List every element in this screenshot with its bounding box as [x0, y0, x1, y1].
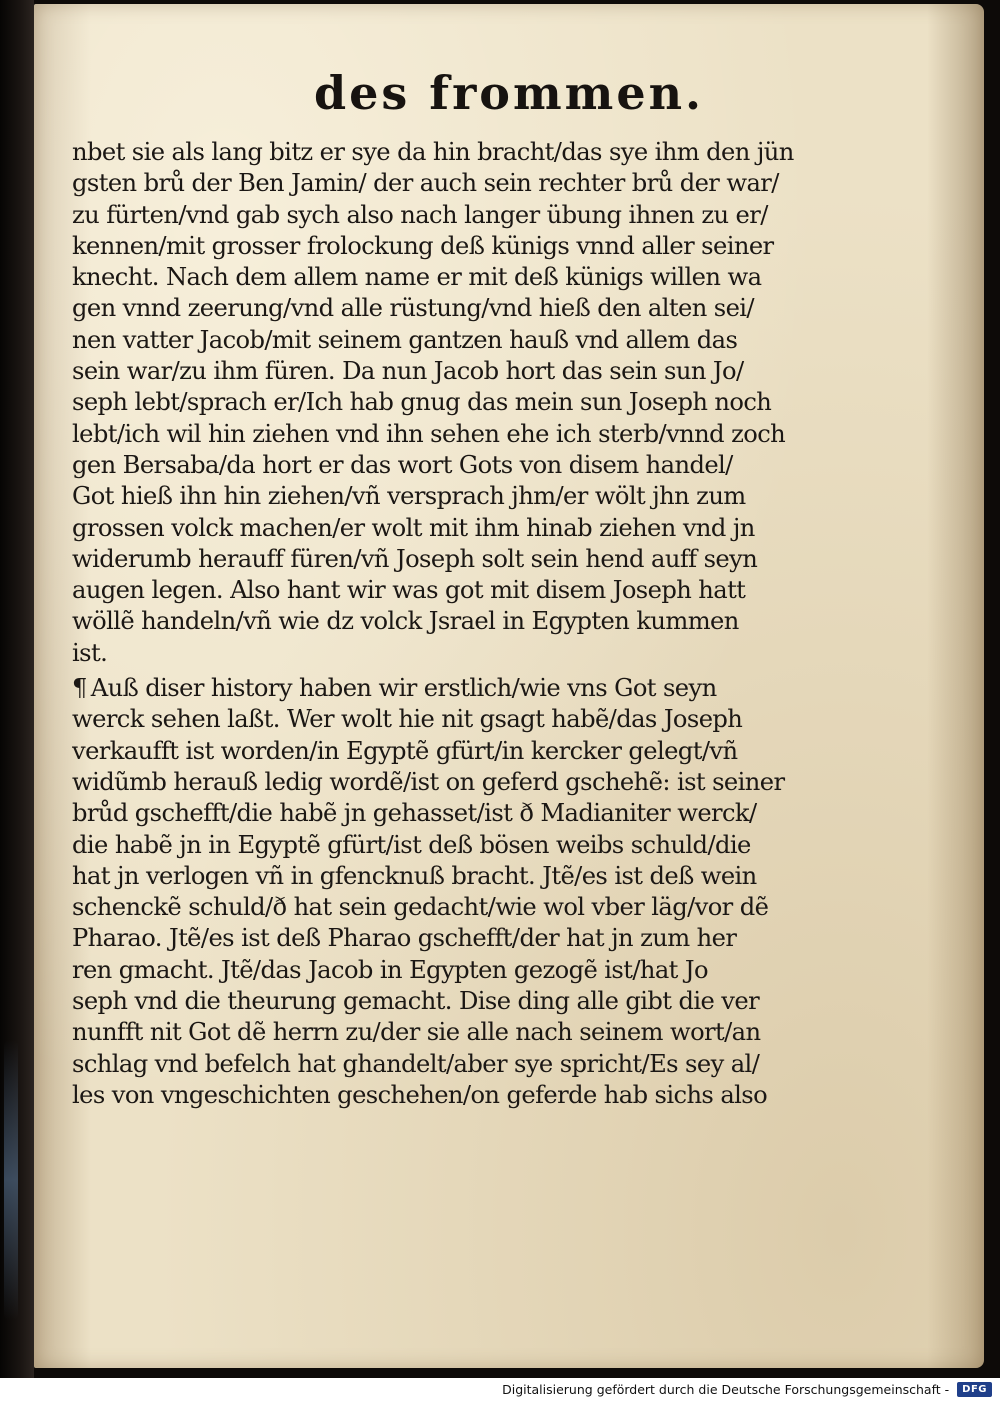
text-line: schlag vnd befelch hat ghandelt/aber sye spricht/Es sey al/	[72, 1049, 760, 1078]
paragraph-2	[72, 673, 862, 1111]
book-binding	[0, 0, 34, 1378]
text-line: werck sehen laßt. Wer wolt hie nit gsagt habẽ/das Joseph	[72, 705, 743, 734]
text-line: widerumb herauff füren/vñ Joseph solt sein hend auff seyn	[72, 544, 758, 573]
text-line: sein war/zu ihm füren. Da nun Jacob hort das sein sun Jo/	[72, 357, 744, 386]
dfg-logo: DFG	[957, 1382, 992, 1397]
text-line: grossen volck machen/er wolt mit ihm hinab ziehen vnd jn	[72, 513, 755, 542]
text-line	[72, 673, 862, 704]
text-line: nunfft nit Got dẽ herrn zu/der sie alle nach seinem wort/an	[72, 1018, 761, 1047]
funding-credit: Digitalisierung gefördert durch die Deutsche Forschungsgemeinschaft -	[502, 1382, 950, 1397]
text-line: Got hieß ihn hin ziehen/vñ versprach jhm/er wölt jhn zum	[72, 482, 746, 511]
text-line: brůd gschefft/die habẽ jn gehasset/ist ð Madianiter werck/	[72, 799, 757, 828]
text-line: ren gmacht. Jtẽ/das Jacob in Egypten gezogẽ ist/hat Jo	[72, 955, 708, 984]
text-line: gsten brů der Ben Jamin/ der auch sein rechter brů der war/	[72, 169, 779, 198]
text-line: nen vatter Jacob/mit seinem gantzen hauß vnd allem das	[72, 325, 738, 354]
text-line: augen legen. Also hant wir was got mit disem Joseph hatt	[72, 576, 746, 605]
running-head: des frommen.	[313, 66, 705, 120]
paragraph-mark: ¶	[72, 674, 87, 703]
text-line: widũmb herauß ledig wordẽ/ist on geferd gschehẽ: ist seiner	[72, 767, 785, 796]
text-line: Pharao. Jtẽ/es ist deß Pharao gschefft/der hat jn zum her	[72, 924, 737, 953]
paragraph-1	[72, 137, 862, 669]
text-line: seph lebt/sprach er/Ich hab gnug das mein sun Joseph noch	[72, 388, 772, 417]
book-page	[34, 4, 984, 1368]
text-line: ist.	[72, 638, 108, 667]
text-line: gen vnnd zeerung/vnd alle rüstung/vnd hieß den alten sei/	[72, 294, 754, 323]
text-line: knecht. Nach dem allem name er mit deß künigs willen wa	[72, 263, 762, 292]
text-line: seph vnd die theurung gemacht. Dise ding alle gibt die ver	[72, 987, 760, 1016]
text-line: zu fürten/vnd gab sych also nach langer übung ihnen zu er/	[72, 200, 768, 229]
text-line: les von vngeschichten geschehen/on geferde hab sichs also	[72, 1080, 768, 1109]
text-line: schenckẽ schuld/ð hat sein gedacht/wie wol vber läg/vor dẽ	[72, 893, 769, 922]
text-line: wöllẽ handeln/vñ wie dz volck Jsrael in Egypten kummen	[72, 607, 739, 636]
scan-edge-right	[984, 0, 1000, 1378]
text-line: kennen/mit grosser frolockung deß künigs vnnd aller seiner	[72, 231, 774, 260]
text-line: hat jn verlogen vñ in gfencknuß bracht. Jtẽ/es ist deß wein	[72, 861, 757, 890]
text-line: gen Bersaba/da hort er das wort Gots von disem handel/	[72, 450, 733, 479]
text-line: verkaufft ist worden/in Egyptẽ gfürt/in kercker gelegt/vñ	[72, 736, 738, 765]
footer-bar	[0, 1378, 1000, 1401]
text-line: lebt/ich wil hin ziehen vnd ihn sehen ehe ich sterb/vnnd zoch	[72, 419, 786, 448]
binding-highlight	[4, 1040, 18, 1320]
body-text	[72, 137, 862, 1111]
text-line: nbet sie als lang bitz er sye da hin bracht/das sye ihm den jün	[72, 138, 794, 166]
text-line: die habẽ jn in Egyptẽ gfürt/ist deß bösen weibs schuld/die	[72, 830, 751, 859]
text-line-content: Auß diser history haben wir erstlich/wie vns Got seyn	[90, 674, 717, 703]
